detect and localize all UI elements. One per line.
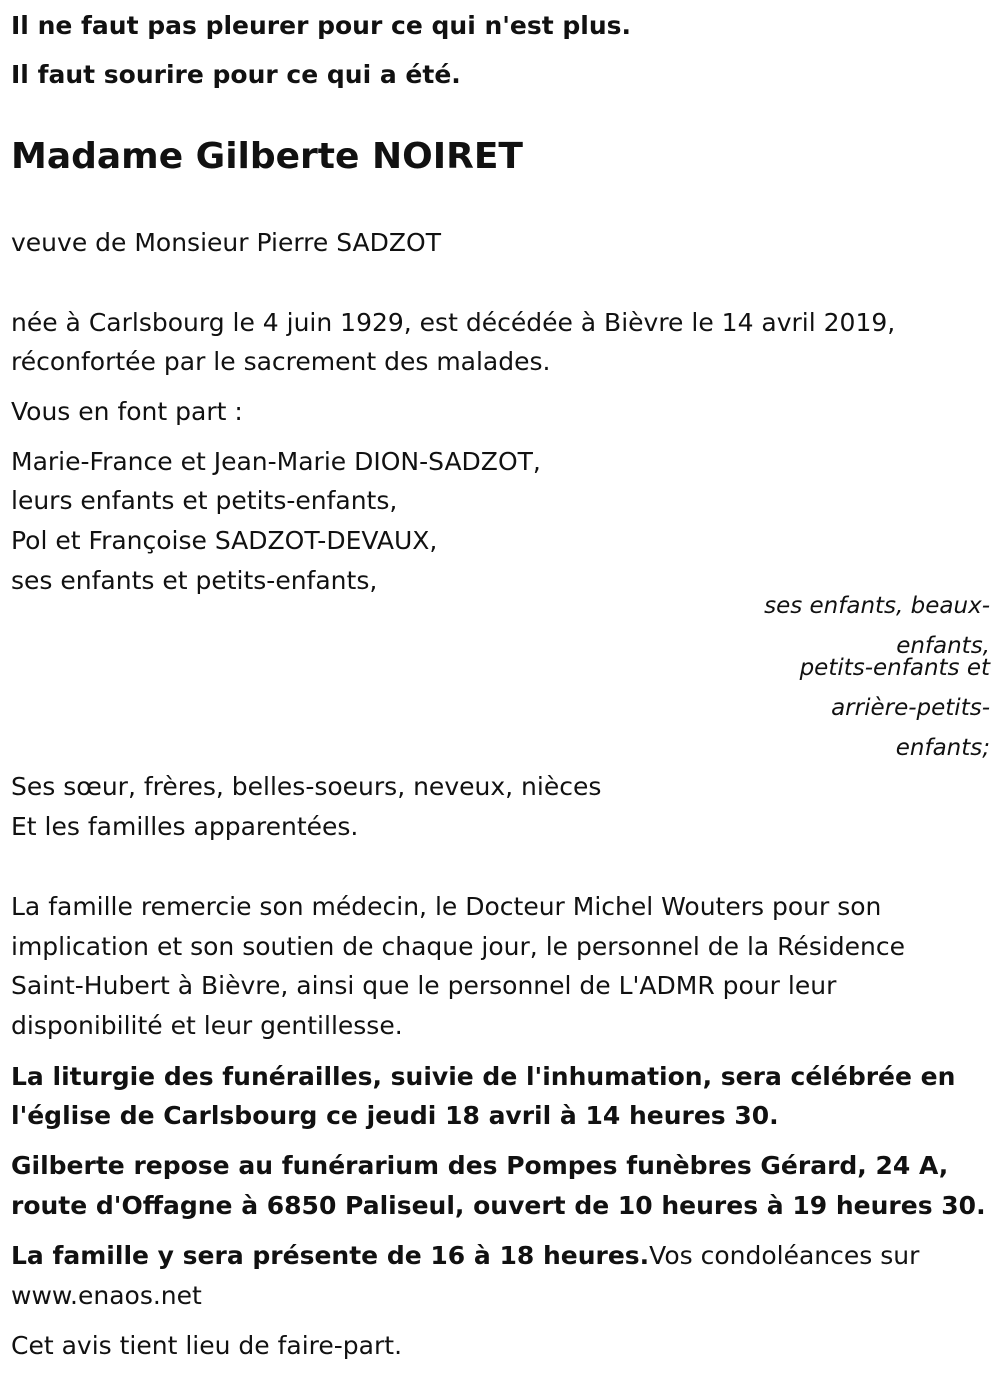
thanks-line: implication et son soutien de chaque jour, le personnel de la Résidence xyxy=(11,932,906,961)
family-line: Marie-France et Jean-Marie DION-SADZOT, xyxy=(11,447,541,476)
presence-hours: La famille y sera présente de 16 à 18 heures. xyxy=(11,1241,650,1270)
grandchildren-line: arrière-petits- xyxy=(831,695,990,721)
announcement-intro: Vous en font part : xyxy=(11,397,243,426)
repose-line: route d'Offagne à 6850 Paliseul, ouvert de 10 heures à 19 heures 30. xyxy=(11,1191,986,1220)
presence-line xyxy=(11,1236,919,1276)
liturgy-line: La liturgie des funérailles, suivie de l'inhumation, sera célébrée en xyxy=(11,1062,956,1091)
thanks-line: La famille remercie son médecin, le Docteur Michel Wouters pour son xyxy=(11,892,882,921)
grandchildren-line: petits-enfants et xyxy=(799,655,990,681)
family-line: Pol et Françoise SADZOT-DEVAUX, xyxy=(11,526,438,555)
condolences-website[interactable]: www.enaos.net xyxy=(11,1281,202,1310)
thanks-line: Saint-Hubert à Bièvre, ainsi que le personnel de L'ADMR pour leur xyxy=(11,971,837,1000)
grandchildren-line: ses enfants, beaux- xyxy=(764,593,990,619)
spouse-line: veuve de Monsieur Pierre SADZOT xyxy=(11,228,441,257)
birth-death-line-1: née à Carlsbourg le 4 juin 1929, est décédée à Bièvre le 14 avril 2019, xyxy=(11,308,896,337)
grandchildren-line: enfants, xyxy=(896,633,990,659)
relatives-line: Ses sœur, frères, belles-soeurs, neveux, nièces xyxy=(11,772,602,801)
thanks-line: disponibilité et leur gentillesse. xyxy=(11,1011,403,1040)
relatives-line: Et les familles apparentées. xyxy=(11,812,359,841)
repose-line: Gilberte repose au funérarium des Pompes funèbres Gérard, 24 A, xyxy=(11,1151,949,1180)
family-line: ses enfants et petits-enfants, xyxy=(11,566,378,595)
condolences-text: Vos condoléances sur xyxy=(649,1241,920,1270)
closing-line: Cet avis tient lieu de faire-part. xyxy=(11,1331,403,1360)
deceased-name: Madame Gilberte NOIRET xyxy=(11,136,523,177)
grandchildren-line: enfants; xyxy=(895,735,990,761)
liturgy-line: l'église de Carlsbourg ce jeudi 18 avril à 14 heures 30. xyxy=(11,1101,779,1130)
birth-death-line-2: réconfortée par le sacrement des malades. xyxy=(11,347,551,376)
family-line: leurs enfants et petits-enfants, xyxy=(11,486,398,515)
quote-line-1: Il ne faut pas pleurer pour ce qui n'est plus. xyxy=(11,11,632,40)
quote-line-2: Il faut sourire pour ce qui a été. xyxy=(11,60,461,89)
